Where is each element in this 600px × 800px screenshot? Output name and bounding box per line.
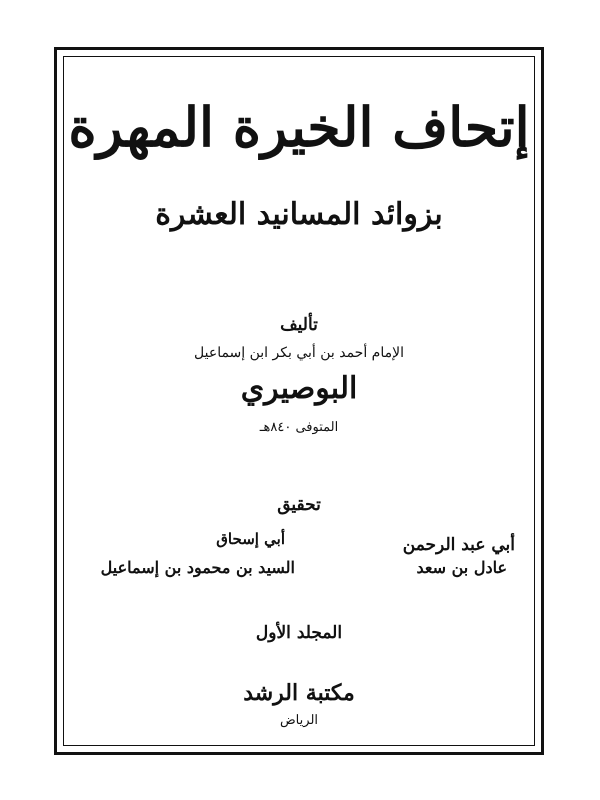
book-title: إتحاف الخيرة المهرة	[68, 95, 530, 159]
editor-b-subname: السيد بن محمود بن إسماعيل	[100, 558, 295, 577]
edited-by-label: تحقيق	[277, 495, 321, 515]
author-name: البوصيري	[240, 371, 358, 406]
publisher-name: مكتبة الرشد	[243, 680, 355, 706]
editor-a-name: أبي عبد الرحمن	[402, 535, 515, 555]
author-death-date: المتوفى ٨٤٠هـ	[259, 420, 339, 435]
publisher-city: الرياض	[279, 713, 319, 728]
author-full-name: الإمام أحمد بن أبي بكر ابن إسماعيل	[194, 345, 404, 361]
editor-a-subname: عادل بن سعد	[416, 558, 507, 577]
volume-label: المجلد الأول	[255, 623, 343, 643]
authored-by-label: تأليف	[280, 315, 318, 335]
title-page	[63, 56, 535, 746]
book-subtitle: بزوائد المسانيد العشرة	[155, 197, 443, 232]
editor-b-name: أبي إسحاق	[216, 530, 285, 548]
